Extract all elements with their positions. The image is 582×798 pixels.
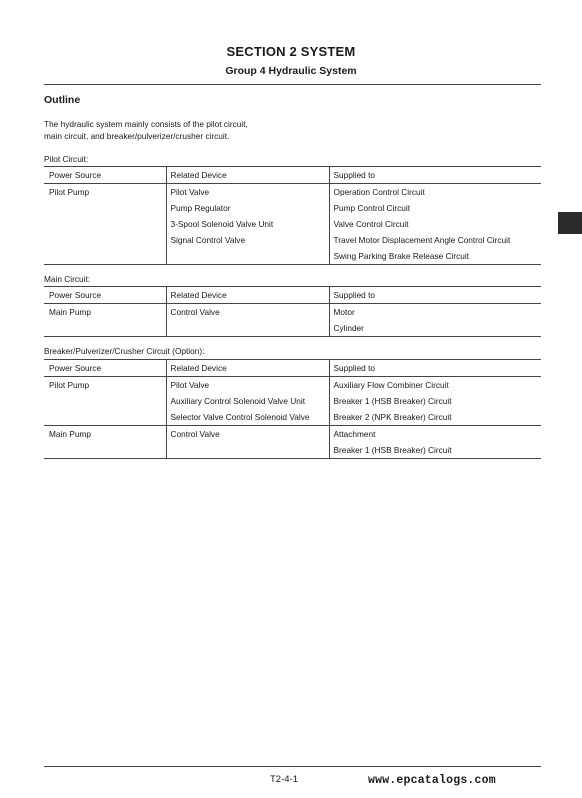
intro-line: The hydraulic system mainly consists of the pilot circuit, xyxy=(44,119,248,129)
table-cell: Travel Motor Displacement Angle Control Circuit xyxy=(329,232,541,248)
table-cell: Signal Control Valve xyxy=(166,232,329,248)
table-header-row xyxy=(44,167,541,184)
table-cell xyxy=(166,320,329,337)
table-row xyxy=(44,184,541,201)
table-cell xyxy=(44,393,166,409)
column-header: Related Device xyxy=(166,167,329,184)
table-header-row xyxy=(44,287,541,304)
page-number: T2-4-1 xyxy=(270,774,298,785)
table-row xyxy=(44,232,541,248)
outline-heading: Outline xyxy=(44,94,81,106)
table-cell: Pilot Pump xyxy=(49,187,90,197)
table-row xyxy=(44,248,541,265)
table-cell xyxy=(44,320,166,337)
column-header: Related Device xyxy=(166,360,329,377)
table-cell: Control Valve xyxy=(166,426,329,443)
table-row-group xyxy=(44,377,541,426)
table-cell: Attachment xyxy=(329,426,541,443)
table-row xyxy=(44,393,541,409)
table-cell: Main Pump xyxy=(49,429,91,439)
table-cell: Pump Regulator xyxy=(166,200,329,216)
table-cell xyxy=(44,216,166,232)
column-header: Supplied to xyxy=(329,360,541,377)
column-header: Power Source xyxy=(49,290,102,300)
table-cell xyxy=(166,248,329,265)
table-cell: Pilot Pump xyxy=(49,380,90,390)
column-header: Related Device xyxy=(166,287,329,304)
table-cell xyxy=(44,442,166,459)
table-cell: Breaker 2 (NPK Breaker) Circuit xyxy=(329,409,541,426)
pilot-circuit-table xyxy=(44,166,541,265)
breaker-circuit-caption: Breaker/Pulverizer/Crusher Circuit (Option): xyxy=(44,346,205,356)
intro-line: main circuit, and breaker/pulverizer/crusher circuit. xyxy=(44,131,230,141)
pilot-circuit-caption: Pilot Circuit: xyxy=(44,154,89,164)
table-row-group xyxy=(44,304,541,337)
table-cell: Breaker 1 (HSB Breaker) Circuit xyxy=(329,442,541,459)
watermark: www.epcatalogs.com xyxy=(368,774,496,787)
table-cell: Control Valve xyxy=(166,304,329,321)
outline-intro xyxy=(44,118,344,142)
section-title: SECTION 2 SYSTEM xyxy=(226,44,356,59)
table-cell: Main Pump xyxy=(49,307,91,317)
table-cell xyxy=(44,248,166,265)
column-header: Power Source xyxy=(49,170,102,180)
table-row xyxy=(44,426,541,443)
main-circuit-caption: Main Circuit: xyxy=(44,274,91,284)
table-cell: Motor xyxy=(329,304,541,321)
column-header: Supplied to xyxy=(329,167,541,184)
table-row xyxy=(44,320,541,337)
group-title: Group 4 Hydraulic System xyxy=(225,65,357,77)
table-row xyxy=(44,409,541,426)
table-row-group xyxy=(44,184,541,265)
breaker-circuit-table xyxy=(44,359,541,459)
header-divider xyxy=(44,84,541,85)
table-cell xyxy=(44,200,166,216)
table-cell: 3-Spool Solenoid Valve Unit xyxy=(166,216,329,232)
table-row xyxy=(44,200,541,216)
table-cell: Cylinder xyxy=(329,320,541,337)
table-cell: Breaker 1 (HSB Breaker) Circuit xyxy=(329,393,541,409)
table-cell xyxy=(44,232,166,248)
table-cell xyxy=(44,409,166,426)
table-cell: Operation Control Circuit xyxy=(329,184,541,201)
main-circuit-table xyxy=(44,286,541,337)
table-cell xyxy=(166,442,329,459)
table-row xyxy=(44,442,541,459)
table-row xyxy=(44,304,541,321)
section-tab-marker xyxy=(558,212,582,234)
table-cell: Swing Parking Brake Release Circuit xyxy=(329,248,541,265)
table-cell: Pump Control Circuit xyxy=(329,200,541,216)
table-cell: Pilot Valve xyxy=(166,377,329,394)
table-row-group xyxy=(44,426,541,459)
table-cell: Auxiliary Control Solenoid Valve Unit xyxy=(166,393,329,409)
table-cell: Selector Valve Control Solenoid Valve xyxy=(166,409,329,426)
column-header: Supplied to xyxy=(329,287,541,304)
table-row xyxy=(44,377,541,394)
table-cell: Auxiliary Flow Combiner Circuit xyxy=(329,377,541,394)
table-row xyxy=(44,216,541,232)
footer-divider xyxy=(44,766,541,767)
column-header: Power Source xyxy=(49,363,102,373)
table-cell: Valve Control Circuit xyxy=(329,216,541,232)
table-cell: Pilot Valve xyxy=(166,184,329,201)
table-header-row xyxy=(44,360,541,377)
